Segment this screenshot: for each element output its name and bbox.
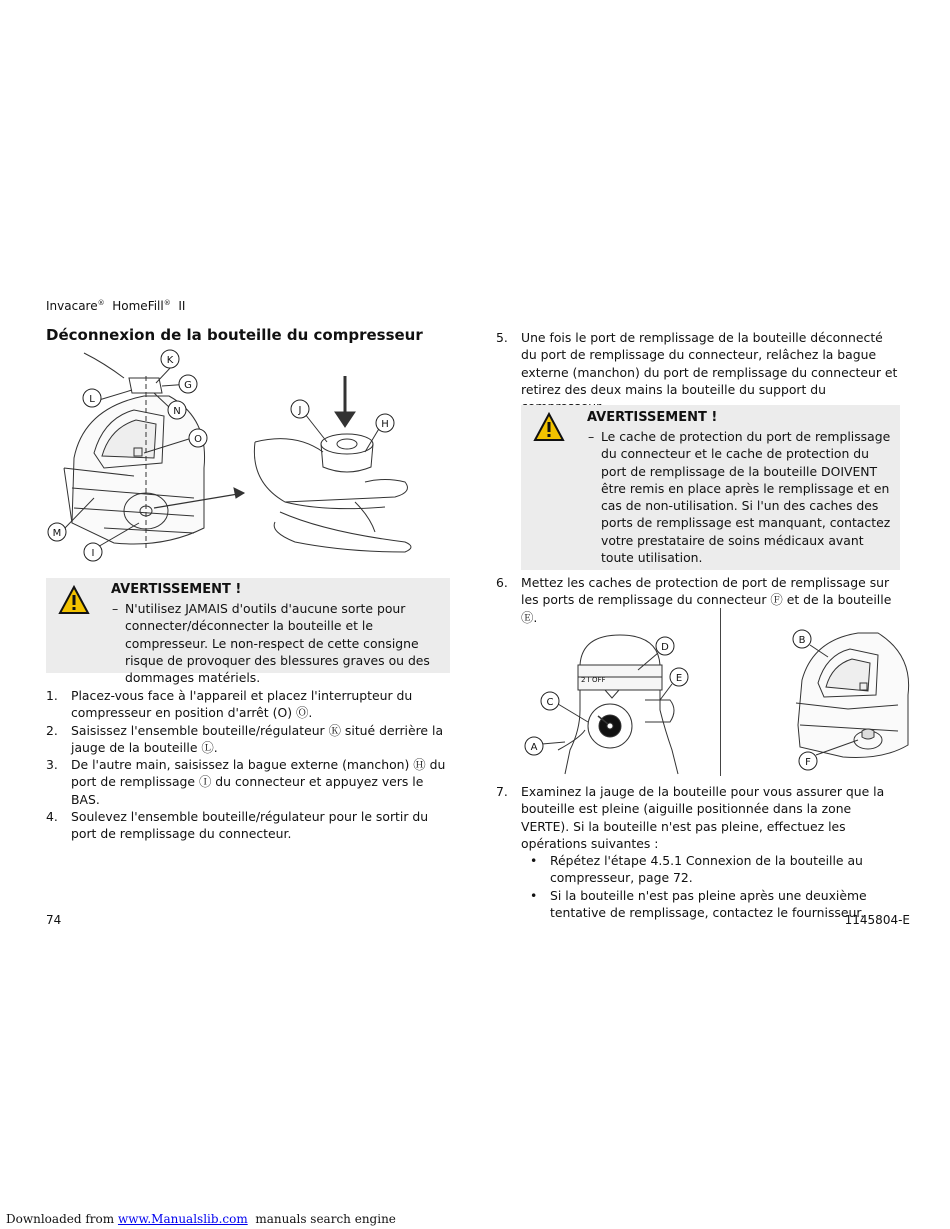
- warning-1-dash: –: [112, 601, 119, 616]
- step-text: Saisissez l'ensemble bouteille/régulateur Ⓚ situé derrière la jauge de la bouteille Ⓛ.: [71, 722, 444, 755]
- step-text: De l'autre main, saisissez la bague externe (manchon) Ⓗ du port de remplissage Ⓘ du connecteur et appuyez vers le BAS.: [71, 757, 446, 807]
- step-2: [46, 722, 452, 757]
- callout-o: O: [194, 434, 202, 445]
- warning-triangle-icon: [533, 412, 565, 442]
- step-text: Une fois le port de remplissage de la bouteille déconnecté du port de remplissage du connecteur, relâchez la bague externe (manchon) du port de remplissage du connecteur et retirez des deux mains la bouteille du support du: [521, 330, 898, 397]
- step-text: Mettez les caches de protection de port de remplissage sur les ports de remplissage du connecteur Ⓕ et de la bouteille Ⓔ.: [521, 575, 892, 625]
- warning-1-body: N'utilisez JAMAIS d'outils d'aucune sorte pour connecter/déconnecter la bouteille et le compresseur. Le non-respect de cette consigne risque de provoquer des blessures graves ou des dommages matériels.: [125, 601, 430, 686]
- callout-e: E: [675, 673, 683, 684]
- bullet-icon: •: [530, 853, 538, 869]
- callout-m: M: [52, 528, 62, 539]
- steps-list-left: [46, 687, 452, 843]
- regulator-figure: [520, 630, 700, 775]
- step-text: Placez-vous face à l'appareil et placez l'interrupteur du compresseur en position d'arrêt (O) Ⓞ.: [71, 688, 413, 721]
- step-number: 3.: [46, 757, 58, 773]
- step-7: [496, 783, 900, 921]
- step-7-bullet-2: [521, 887, 900, 922]
- warning-triangle-icon: [58, 585, 90, 615]
- step-text: Examinez la jauge de la bouteille pour vous assurer que la bouteille est pleine (aiguille positionnée dans la zone VERTE). Si la bouteille n'est pas pleine, effectuez les opérations suivantes :: [521, 784, 885, 851]
- warning-2-body: Le cache de protection du port de remplissage du connecteur et le cache de protection du port de remplissage de la bouteille DOIVENT être remis en place après le remplissage et en cas de non-utilisation. Si l'un des caches des ports de remplissage est manquant, contactez votre prestataire de soins médicaux avant toute utilisation.: [601, 429, 891, 566]
- warning-2-title: AVERTISSEMENT !: [587, 410, 718, 425]
- callout-c: C: [546, 697, 554, 708]
- bullet-icon: •: [530, 887, 538, 903]
- download-credit: [6, 1212, 396, 1226]
- callout-i: I: [91, 548, 95, 559]
- page-number: 74: [46, 913, 62, 927]
- compressor-disconnect-figure: [44, 348, 274, 570]
- download-prefix: Downloaded from: [6, 1212, 115, 1226]
- step-6: [496, 574, 900, 626]
- step-number: 7.: [496, 784, 508, 799]
- warning-1-text: [112, 600, 446, 686]
- bullet-text: Répétez l'étape 4.5.1 Connexion de la bouteille au compresseur, page 72.: [550, 853, 863, 886]
- compressor-caps-figure: [788, 625, 913, 775]
- manualslib-link[interactable]: www.Manualslib.com: [117, 1212, 248, 1226]
- callout-a: A: [530, 742, 538, 753]
- step-number: 5.: [496, 330, 508, 345]
- hand-sleeve-figure: [245, 372, 420, 560]
- bullet-text: Si la bouteille n'est pas pleine après une deuxième tentative de remplissage, contactez le fournisseur.: [550, 887, 867, 921]
- step-4: [46, 808, 452, 843]
- step-5: [496, 329, 900, 415]
- brand-name: Invacare: [46, 299, 98, 313]
- callout-g: G: [184, 380, 192, 391]
- callout-j: J: [298, 405, 302, 416]
- step-text: Soulevez l'ensemble bouteille/régulateur pour le sortir du port de remplissage du connecteur.: [71, 809, 429, 842]
- callout-n: N: [173, 406, 181, 417]
- warning-2-dash: –: [588, 429, 595, 444]
- callout-l: L: [89, 394, 95, 405]
- callout-d: D: [661, 642, 669, 653]
- step-6-block: [496, 574, 900, 626]
- step-number: 1.: [46, 688, 58, 703]
- download-suffix: manuals search engine: [255, 1212, 396, 1226]
- step-7-bullet-1: [521, 852, 900, 887]
- step-1: [46, 687, 452, 722]
- figure-divider: [720, 608, 721, 776]
- callout-f: F: [805, 757, 811, 768]
- step-number: 6.: [496, 575, 508, 590]
- document-code: 1145804-E: [844, 913, 910, 927]
- dial-scale-text: 2 I OFF: [581, 676, 606, 684]
- step-number: 2.: [46, 722, 58, 738]
- section-title: Déconnexion de la bouteille du compresseur: [46, 326, 423, 344]
- step-3: [46, 756, 452, 808]
- warning-2-text: [588, 428, 892, 566]
- callout-k: K: [166, 355, 174, 366]
- product-model: II: [178, 299, 186, 313]
- callout-b: B: [798, 635, 806, 646]
- running-header: Invacare® HomeFill® II: [46, 299, 186, 313]
- step-7-block: [496, 783, 900, 921]
- callout-h: H: [381, 419, 389, 430]
- step-5-block: [496, 329, 900, 415]
- warning-1-title: AVERTISSEMENT !: [111, 582, 242, 597]
- product-name: HomeFill: [112, 299, 164, 313]
- step-number: 4.: [46, 809, 58, 825]
